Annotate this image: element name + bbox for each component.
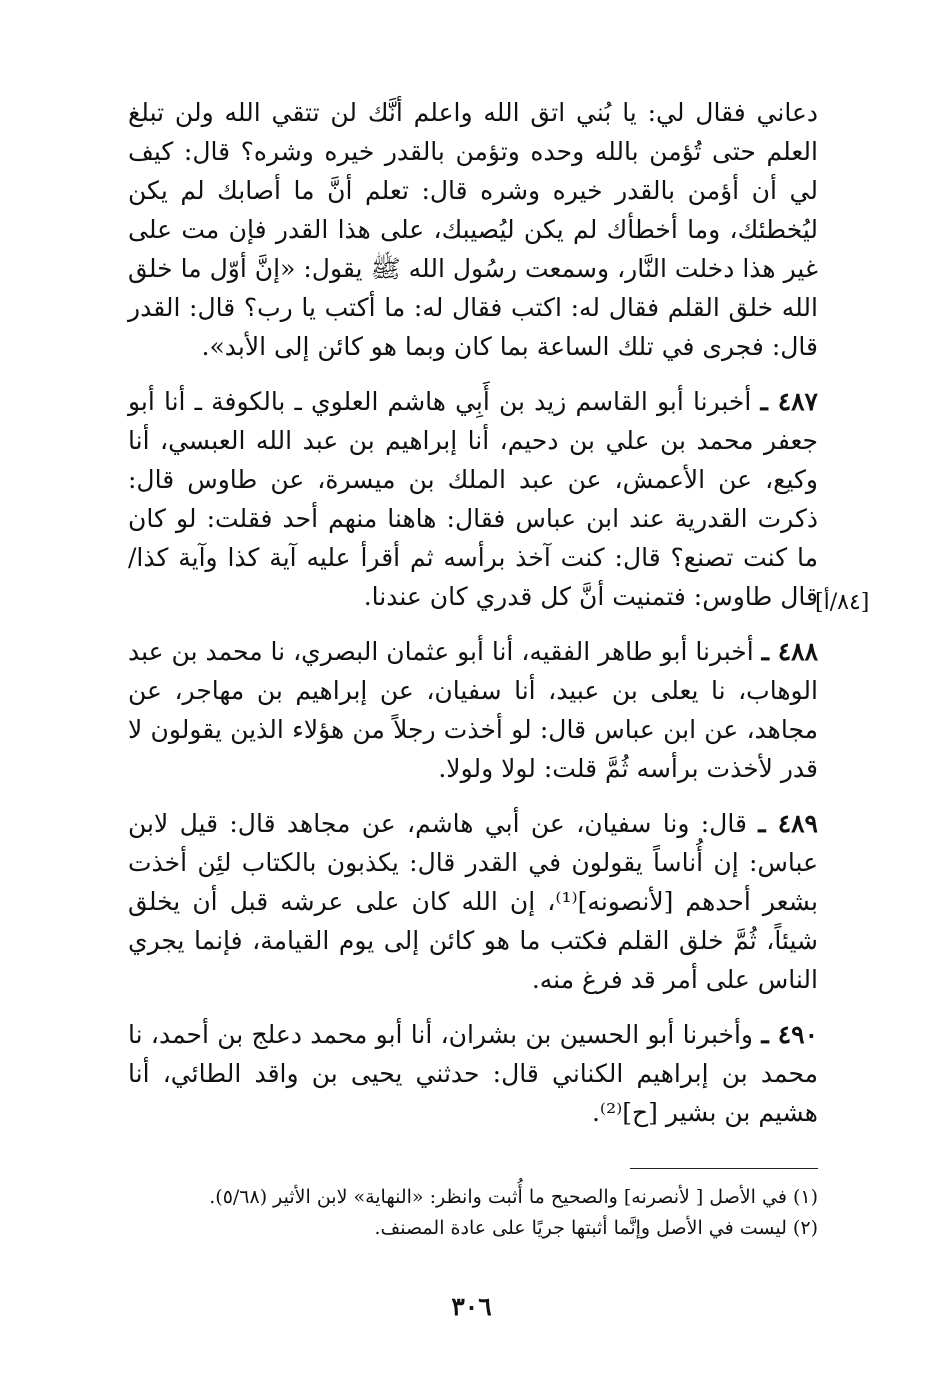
hadith-number: ٤٨٧ ـ <box>760 387 818 416</box>
hadith-number: ٤٨٨ ـ <box>761 637 819 666</box>
hadith-number: ٤٨٩ ـ <box>758 809 818 838</box>
paragraph-text: وأخبرنا أبو الحسين بن بشران، أنا أبو محمد دعلج بن أحمد، نا محمد بن إبراهيم الكناني قال: حدثني يحيى بن واقد الطائي، أنا هشيم بن بشير [ح]⁽²⁾. <box>128 1020 818 1127</box>
main-text <box>128 93 818 1148</box>
page-number: ٣٠٦ <box>451 1292 492 1321</box>
paragraph-text: أخبرنا أبو القاسم زيد بن أَبِي هاشم العلوي ـ بالكوفة ـ أنا أبو جعفر محمد بن علي بن دحيم، أنا إبراهيم بن عبد الله العبسي، أنا وكيع، عن الأعمش، عن عبد الملك بن ميسرة، عن طاوس قال: ذكرت القدرية عند ابن عباس فقال: هاهنا منهم أحد فقلت: لو كان ما كنت تصنع؟ قال: كنت آخذ برأسه ثم أقرأ عليه آية كذا وآية كذا/ قال طاوس: فتمنيت أنَّ كل قدري كان عندنا. <box>128 387 818 611</box>
paragraph-text: دعاني فقال لي: يا بُني اتق الله واعلم أنَّك لن تتقي الله ولن تبلغ العلم حتى تُؤمن بالله وحده وتؤمن بالقدر خيره وشره؟ قال: كيف لي أن أؤمن بالقدر خيره وشره قال: تعلم أنَّ ما أصابك لم يكن ليُخطئك، وما أخطأك لم يكن ليُصيبك، على هذا القدر فإن مت على غير هذا دخلت النَّار، وسمعت رسُول الله ﷺ يقول: «إنَّ أوّل ما خلق الله خلق القلم فقال له: اكتب فقال له: ما أكتب يا رب؟ قال: القدر قال: فجرى في تلك الساعة بما كان وبما هو كائن إلى الأبد». <box>128 98 818 361</box>
footnotes <box>200 1182 818 1244</box>
paragraph-489 <box>128 804 818 999</box>
footnote-separator <box>630 1168 818 1169</box>
hadith-number: ٤٩٠ ـ <box>761 1020 819 1049</box>
paragraph-488 <box>128 632 818 788</box>
paragraph-490 <box>128 1015 818 1132</box>
paragraph-text: أخبرنا أبو طاهر الفقيه، أنا أبو عثمان البصري، نا محمد بن عبد الوهاب، نا يعلى بن عبيد، أنا سفيان، عن إبراهيم بن مهاجر، عن مجاهد، عن ابن عباس قال: لو أخذت رجلاً من هؤلاء الذين يقولون لا قدر لأخذت برأسه ثُمَّ قلت: لولا ولولا. <box>128 637 818 783</box>
footnote-1: (١) في الأصل [ لأنصرنه] والصحيح ما أُثبت وانظر: «النهاية» لابن الأثير (٥/٦٨). <box>209 1186 818 1208</box>
footnote-2: (٢) ليست في الأصل وإنَّما أثبتها جريًا على عادة المصنف. <box>374 1217 818 1239</box>
paragraph-487 <box>128 382 818 616</box>
manuscript-folio-marker: [٨٤/أ] <box>815 590 870 615</box>
paragraph-text: قال: ونا سفيان، عن أبي هاشم، عن مجاهد قال: قيل لابن عباس: إن أُناساً يقولون في القدر قال: يكذبون بالكتاب لئِن أخذت بشعر أحدهم [لأنصونه]⁽¹⁾، إن الله كان على عرشه قبل أن يخلق شيئاً، ثُمَّ خلق القلم فكتب ما هو كائن إلى يوم القيامة، فإنما يجري الناس على أمر قد فرغ منه. <box>128 809 818 994</box>
paragraph-continuation <box>128 93 818 366</box>
